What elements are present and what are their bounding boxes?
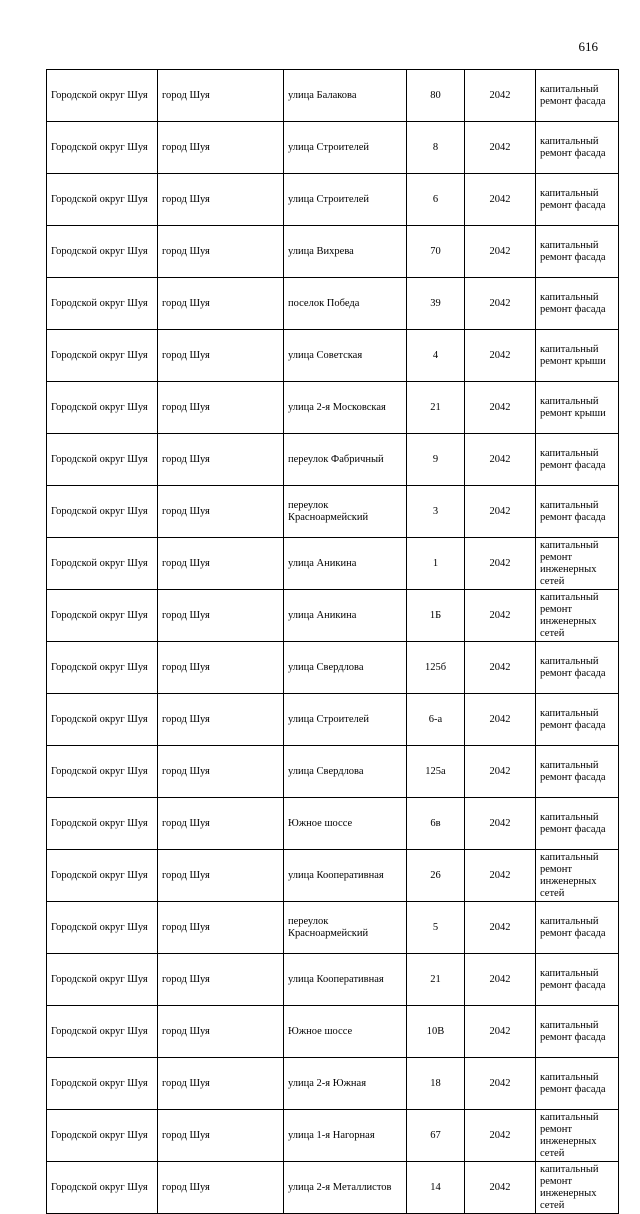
- district-cell: Городской округ Шуя: [47, 798, 158, 850]
- table-row: [47, 798, 619, 850]
- work-type-cell: капитальный ремонт фасада: [536, 70, 619, 122]
- district-cell: Городской округ Шуя: [47, 746, 158, 798]
- district-cell: Городской округ Шуя: [47, 382, 158, 434]
- table-row: [47, 694, 619, 746]
- street-cell: улица Кооперативная: [284, 954, 407, 1006]
- work-type-cell: капитальный ремонт фасада: [536, 486, 619, 538]
- house-number-cell: 125б: [407, 642, 465, 694]
- table-row: [47, 434, 619, 486]
- work-type-cell: капитальный ремонт инженерных сетей: [536, 590, 619, 642]
- house-number-cell: 39: [407, 278, 465, 330]
- district-cell: Городской округ Шуя: [47, 330, 158, 382]
- district-cell: Городской округ Шуя: [47, 1162, 158, 1214]
- street-cell: поселок Победа: [284, 278, 407, 330]
- table-row: [47, 330, 619, 382]
- street-cell: улица 2-я Южная: [284, 1058, 407, 1110]
- district-cell: Городской округ Шуя: [47, 1058, 158, 1110]
- house-number-cell: 10В: [407, 1006, 465, 1058]
- table-row: [47, 226, 619, 278]
- table-body: [47, 70, 619, 1214]
- street-cell: улица Балакова: [284, 70, 407, 122]
- street-cell: улица Свердлова: [284, 642, 407, 694]
- street-cell: улица Строителей: [284, 694, 407, 746]
- house-number-cell: 6-а: [407, 694, 465, 746]
- work-type-cell: капитальный ремонт фасада: [536, 1058, 619, 1110]
- work-type-cell: капитальный ремонт фасада: [536, 902, 619, 954]
- year-cell: 2042: [465, 590, 536, 642]
- table-row: [47, 486, 619, 538]
- work-type-cell: капитальный ремонт фасада: [536, 694, 619, 746]
- table-row: [47, 954, 619, 1006]
- year-cell: 2042: [465, 1162, 536, 1214]
- work-type-cell: капитальный ремонт инженерных сетей: [536, 538, 619, 590]
- year-cell: 2042: [465, 954, 536, 1006]
- city-cell: город Шуя: [158, 174, 284, 226]
- work-type-cell: капитальный ремонт фасада: [536, 746, 619, 798]
- table-row: [47, 278, 619, 330]
- district-cell: Городской округ Шуя: [47, 226, 158, 278]
- year-cell: 2042: [465, 1110, 536, 1162]
- district-cell: Городской округ Шуя: [47, 486, 158, 538]
- city-cell: город Шуя: [158, 538, 284, 590]
- work-type-cell: капитальный ремонт фасада: [536, 1006, 619, 1058]
- street-cell: переулок Фабричный: [284, 434, 407, 486]
- work-type-cell: капитальный ремонт фасада: [536, 278, 619, 330]
- house-number-cell: 4: [407, 330, 465, 382]
- district-cell: Городской округ Шуя: [47, 642, 158, 694]
- year-cell: 2042: [465, 70, 536, 122]
- street-cell: улица 2-я Металлистов: [284, 1162, 407, 1214]
- city-cell: город Шуя: [158, 798, 284, 850]
- street-cell: переулок Красноармейский: [284, 902, 407, 954]
- street-cell: улица Строителей: [284, 174, 407, 226]
- year-cell: 2042: [465, 746, 536, 798]
- year-cell: 2042: [465, 486, 536, 538]
- house-number-cell: 125а: [407, 746, 465, 798]
- house-number-cell: 6в: [407, 798, 465, 850]
- year-cell: 2042: [465, 174, 536, 226]
- city-cell: город Шуя: [158, 694, 284, 746]
- house-number-cell: 21: [407, 954, 465, 1006]
- district-cell: Городской округ Шуя: [47, 590, 158, 642]
- district-cell: Городской округ Шуя: [47, 1006, 158, 1058]
- city-cell: город Шуя: [158, 1110, 284, 1162]
- house-number-cell: 70: [407, 226, 465, 278]
- repair-schedule-table: [46, 69, 619, 1214]
- table-row: [47, 1110, 619, 1162]
- work-type-cell: капитальный ремонт крыши: [536, 382, 619, 434]
- street-cell: Южное шоссе: [284, 1006, 407, 1058]
- city-cell: город Шуя: [158, 486, 284, 538]
- year-cell: 2042: [465, 330, 536, 382]
- district-cell: Городской округ Шуя: [47, 1110, 158, 1162]
- year-cell: 2042: [465, 798, 536, 850]
- street-cell: Южное шоссе: [284, 798, 407, 850]
- street-cell: улица Аникина: [284, 538, 407, 590]
- street-cell: улица Строителей: [284, 122, 407, 174]
- city-cell: город Шуя: [158, 1162, 284, 1214]
- table-row: [47, 1162, 619, 1214]
- house-number-cell: 5: [407, 902, 465, 954]
- house-number-cell: 6: [407, 174, 465, 226]
- year-cell: 2042: [465, 278, 536, 330]
- city-cell: город Шуя: [158, 278, 284, 330]
- city-cell: город Шуя: [158, 70, 284, 122]
- table-row: [47, 70, 619, 122]
- district-cell: Городской округ Шуя: [47, 538, 158, 590]
- district-cell: Городской округ Шуя: [47, 434, 158, 486]
- work-type-cell: капитальный ремонт фасада: [536, 798, 619, 850]
- house-number-cell: 21: [407, 382, 465, 434]
- table-row: [47, 1058, 619, 1110]
- table-row: [47, 174, 619, 226]
- year-cell: 2042: [465, 850, 536, 902]
- year-cell: 2042: [465, 122, 536, 174]
- work-type-cell: капитальный ремонт инженерных сетей: [536, 850, 619, 902]
- table-row: [47, 382, 619, 434]
- work-type-cell: капитальный ремонт фасада: [536, 174, 619, 226]
- work-type-cell: капитальный ремонт фасада: [536, 226, 619, 278]
- district-cell: Городской округ Шуя: [47, 174, 158, 226]
- year-cell: 2042: [465, 382, 536, 434]
- street-cell: улица 2-я Московская: [284, 382, 407, 434]
- street-cell: переулок Красноармейский: [284, 486, 407, 538]
- house-number-cell: 26: [407, 850, 465, 902]
- year-cell: 2042: [465, 642, 536, 694]
- work-type-cell: капитальный ремонт инженерных сетей: [536, 1162, 619, 1214]
- city-cell: город Шуя: [158, 1058, 284, 1110]
- district-cell: Городской округ Шуя: [47, 694, 158, 746]
- year-cell: 2042: [465, 1058, 536, 1110]
- year-cell: 2042: [465, 226, 536, 278]
- street-cell: улица Вихрева: [284, 226, 407, 278]
- street-cell: улица Советская: [284, 330, 407, 382]
- house-number-cell: 67: [407, 1110, 465, 1162]
- year-cell: 2042: [465, 902, 536, 954]
- year-cell: 2042: [465, 434, 536, 486]
- city-cell: город Шуя: [158, 1006, 284, 1058]
- house-number-cell: 9: [407, 434, 465, 486]
- city-cell: город Шуя: [158, 434, 284, 486]
- table-row: [47, 850, 619, 902]
- work-type-cell: капитальный ремонт инженерных сетей: [536, 1110, 619, 1162]
- city-cell: город Шуя: [158, 642, 284, 694]
- district-cell: Городской округ Шуя: [47, 70, 158, 122]
- house-number-cell: 18: [407, 1058, 465, 1110]
- house-number-cell: 3: [407, 486, 465, 538]
- year-cell: 2042: [465, 538, 536, 590]
- street-cell: улица Свердлова: [284, 746, 407, 798]
- city-cell: город Шуя: [158, 330, 284, 382]
- page-number: 616: [578, 39, 598, 54]
- table-row: [47, 1006, 619, 1058]
- table-row: [47, 590, 619, 642]
- house-number-cell: 1: [407, 538, 465, 590]
- work-type-cell: капитальный ремонт фасада: [536, 434, 619, 486]
- house-number-cell: 80: [407, 70, 465, 122]
- year-cell: 2042: [465, 694, 536, 746]
- city-cell: город Шуя: [158, 902, 284, 954]
- table-row: [47, 746, 619, 798]
- district-cell: Городской округ Шуя: [47, 850, 158, 902]
- street-cell: улица 1-я Нагорная: [284, 1110, 407, 1162]
- work-type-cell: капитальный ремонт фасада: [536, 954, 619, 1006]
- work-type-cell: капитальный ремонт фасада: [536, 122, 619, 174]
- house-number-cell: 1Б: [407, 590, 465, 642]
- district-cell: Городской округ Шуя: [47, 902, 158, 954]
- district-cell: Городской округ Шуя: [47, 278, 158, 330]
- table-row: [47, 902, 619, 954]
- table-row: [47, 122, 619, 174]
- district-cell: Городской округ Шуя: [47, 122, 158, 174]
- district-cell: Городской округ Шуя: [47, 954, 158, 1006]
- work-type-cell: капитальный ремонт фасада: [536, 642, 619, 694]
- table-row: [47, 642, 619, 694]
- city-cell: город Шуя: [158, 382, 284, 434]
- city-cell: город Шуя: [158, 226, 284, 278]
- year-cell: 2042: [465, 1006, 536, 1058]
- street-cell: улица Кооперативная: [284, 850, 407, 902]
- house-number-cell: 8: [407, 122, 465, 174]
- city-cell: город Шуя: [158, 122, 284, 174]
- city-cell: город Шуя: [158, 850, 284, 902]
- city-cell: город Шуя: [158, 954, 284, 1006]
- city-cell: город Шуя: [158, 590, 284, 642]
- work-type-cell: капитальный ремонт крыши: [536, 330, 619, 382]
- house-number-cell: 14: [407, 1162, 465, 1214]
- street-cell: улица Аникина: [284, 590, 407, 642]
- city-cell: город Шуя: [158, 746, 284, 798]
- table-row: [47, 538, 619, 590]
